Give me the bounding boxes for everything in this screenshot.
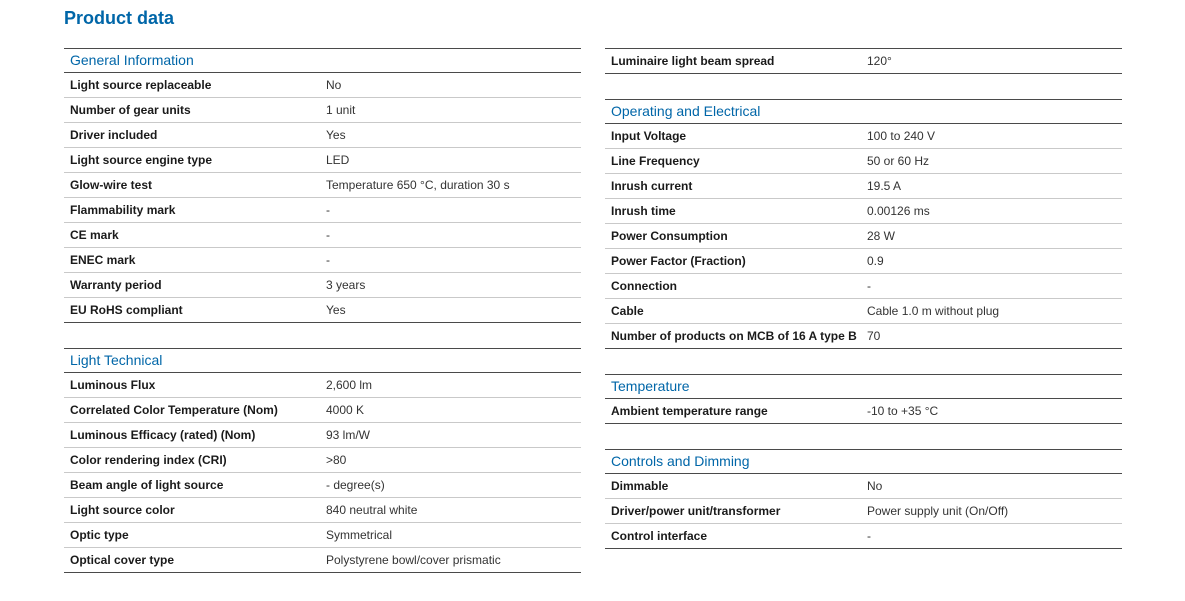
row-value: 70 xyxy=(867,329,881,343)
row-label: Number of gear units xyxy=(70,103,191,117)
row-value: - xyxy=(326,253,330,267)
table-row xyxy=(605,399,1122,424)
table-row xyxy=(64,148,581,173)
row-label: Luminous Flux xyxy=(70,378,156,392)
row-label: Driver/power unit/transformer xyxy=(611,504,781,518)
table-row xyxy=(64,98,581,123)
table-row xyxy=(605,174,1122,199)
row-label: Driver included xyxy=(70,128,158,142)
row-label: CE mark xyxy=(70,228,119,242)
table-row xyxy=(64,498,581,523)
row-label: Control interface xyxy=(611,529,708,543)
table-row xyxy=(64,198,581,223)
row-label: Inrush time xyxy=(611,204,676,218)
row-value: 3 years xyxy=(326,278,366,292)
section-general-information xyxy=(64,48,581,323)
row-label: Inrush current xyxy=(611,179,693,193)
table-row xyxy=(605,124,1122,149)
section-light-technical xyxy=(64,348,581,573)
table-row xyxy=(64,448,581,473)
row-value: 4000 K xyxy=(326,403,365,417)
table-row xyxy=(64,523,581,548)
row-label: Luminous Efficacy (rated) (Nom) xyxy=(70,428,256,442)
row-value: 93 lm/W xyxy=(326,428,371,442)
row-label: Luminaire light beam spread xyxy=(611,54,775,68)
table-row xyxy=(605,499,1122,524)
row-value: - xyxy=(867,529,871,543)
row-value: Yes xyxy=(326,128,346,142)
table-row xyxy=(64,298,581,323)
row-value: - xyxy=(867,279,871,293)
row-label: Glow-wire test xyxy=(70,178,153,192)
table-row xyxy=(605,274,1122,299)
table-row xyxy=(605,149,1122,174)
section-heading: Operating and Electrical xyxy=(605,100,1122,124)
table-row xyxy=(64,423,581,448)
section-heading: Light Technical xyxy=(64,349,581,373)
row-label: Color rendering index (CRI) xyxy=(70,453,227,467)
row-value: 50 or 60 Hz xyxy=(867,154,930,168)
table-row xyxy=(64,398,581,423)
row-value: 100 to 240 V xyxy=(867,129,936,143)
row-value: Power supply unit (On/Off) xyxy=(867,504,1009,518)
row-value: 2,600 lm xyxy=(326,378,373,392)
table-row xyxy=(64,123,581,148)
row-label: Cable xyxy=(611,304,644,318)
row-label: Optic type xyxy=(70,528,129,542)
table-row xyxy=(64,548,581,573)
row-label: Correlated Color Temperature (Nom) xyxy=(70,403,278,417)
row-value: 0.9 xyxy=(867,254,884,268)
row-value: 840 neutral white xyxy=(326,503,418,517)
row-value: Polystyrene bowl/cover prismatic xyxy=(326,553,501,567)
table-row xyxy=(64,173,581,198)
right-column xyxy=(605,48,1122,549)
table-row xyxy=(605,324,1122,349)
page-title: Product data xyxy=(64,8,175,28)
section-heading: Controls and Dimming xyxy=(605,450,1122,474)
table-row xyxy=(605,49,1122,74)
table-row xyxy=(64,248,581,273)
section-beam-spread xyxy=(605,48,1122,74)
row-value: Symmetrical xyxy=(326,528,393,542)
row-value: Cable 1.0 m without plug xyxy=(867,304,1000,318)
table-row xyxy=(605,299,1122,324)
row-label: Optical cover type xyxy=(70,553,175,567)
row-value: 1 unit xyxy=(326,103,356,117)
row-value: 28 W xyxy=(867,229,896,243)
row-label: Light source color xyxy=(70,503,175,517)
table-row xyxy=(605,524,1122,549)
table-row xyxy=(605,224,1122,249)
row-label: Line Frequency xyxy=(611,154,700,168)
row-value: No xyxy=(326,78,342,92)
row-label: Number of products on MCB of 16 A type B xyxy=(611,329,857,343)
row-label: Light source replaceable xyxy=(70,78,212,92)
table-row xyxy=(605,199,1122,224)
row-label: Power Factor (Fraction) xyxy=(611,254,746,268)
row-label: Input Voltage xyxy=(611,129,687,143)
row-value: - xyxy=(326,228,330,242)
table-row xyxy=(64,223,581,248)
row-label: Power Consumption xyxy=(611,229,728,243)
section-heading: General Information xyxy=(64,49,581,73)
row-value: 0.00126 ms xyxy=(867,204,930,218)
row-value: 19.5 A xyxy=(867,179,902,193)
row-label: Flammability mark xyxy=(70,203,176,217)
table-row xyxy=(64,273,581,298)
row-value: No xyxy=(867,479,883,493)
row-label: Beam angle of light source xyxy=(70,478,224,492)
section-operating-electrical xyxy=(605,99,1122,349)
table-row xyxy=(64,373,581,398)
row-label: Light source engine type xyxy=(70,153,213,167)
row-value: 120° xyxy=(867,54,892,68)
row-value: >80 xyxy=(326,453,347,467)
table-row xyxy=(64,73,581,98)
row-value: Temperature 650 °C, duration 30 s xyxy=(326,178,510,192)
row-value: LED xyxy=(326,153,350,167)
row-value: - xyxy=(326,203,330,217)
row-label: Connection xyxy=(611,279,677,293)
row-label: ENEC mark xyxy=(70,253,136,267)
row-label: Ambient temperature range xyxy=(611,404,768,418)
section-heading: Temperature xyxy=(605,375,1122,399)
section-temperature xyxy=(605,374,1122,424)
row-value: Yes xyxy=(326,303,346,317)
row-label: Dimmable xyxy=(611,479,669,493)
table-row xyxy=(605,474,1122,499)
section-controls-dimming xyxy=(605,449,1122,549)
row-label: Warranty period xyxy=(70,278,162,292)
table-row xyxy=(605,249,1122,274)
row-value: -10 to +35 °C xyxy=(867,404,939,418)
left-column xyxy=(64,48,581,573)
row-value: - degree(s) xyxy=(326,478,385,492)
row-label: EU RoHS compliant xyxy=(70,303,183,317)
table-row xyxy=(64,473,581,498)
